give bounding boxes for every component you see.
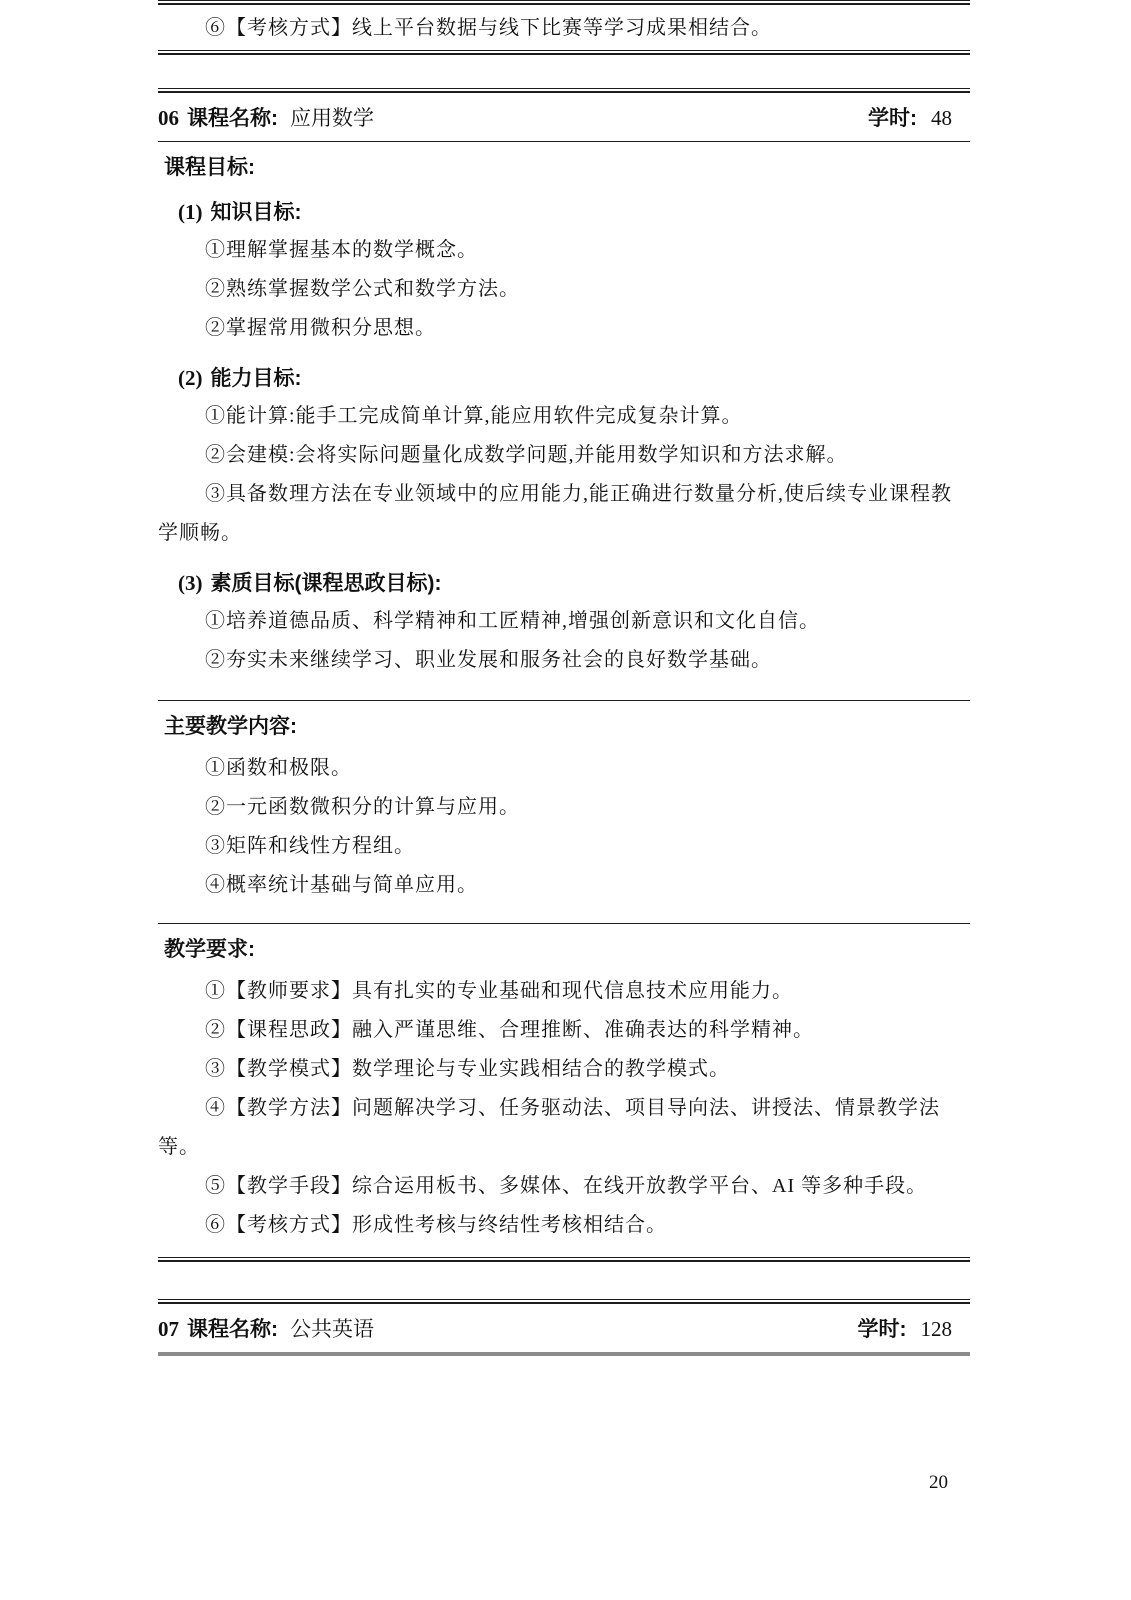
objective-item: ①培养道德品质、科学精神和工匠精神,增强创新意识和文化自信。 <box>205 610 820 632</box>
requirement-item: ④【教学方法】问题解决学习、任务驱动法、项目导向法、讲授法、情景教学法等。 <box>158 1097 940 1158</box>
objective-item: ②熟练掌握数学公式和数学方法。 <box>205 278 520 300</box>
course-name: 公共英语 <box>290 1318 374 1341</box>
page-content <box>158 0 970 1356</box>
requirement-item: ⑤【教学手段】综合运用板书、多媒体、在线开放教学平台、AI 等多种手段。 <box>205 1175 928 1197</box>
course-06-header-row <box>158 93 970 141</box>
group-number: (1) <box>178 200 203 224</box>
content-section-title: 主要教学内容: <box>164 715 297 738</box>
content-item: ③矩阵和线性方程组。 <box>205 835 415 857</box>
requirement-item: ③【教学模式】数学理论与专业实践相结合的教学模式。 <box>205 1058 730 1080</box>
objective-item: ③具备数理方法在专业领域中的应用能力,能正确进行数量分析,使后续专业课程教学顺畅。 <box>158 483 952 544</box>
content-item: ④概率统计基础与简单应用。 <box>205 874 478 896</box>
divider-thick-gray <box>158 1352 970 1356</box>
course-name: 应用数学 <box>290 107 374 130</box>
prev-course-assessment-item: ⑥【考核方式】线上平台数据与线下比赛等学习成果相结合。 <box>205 17 772 39</box>
objective-item: ②夯实未来继续学习、职业发展和服务社会的良好数学基础。 <box>205 649 772 671</box>
group-label: 知识目标: <box>210 201 302 224</box>
course-number: 07 <box>158 1317 179 1341</box>
content-item: ①函数和极限。 <box>205 757 352 779</box>
objective-group-3-heading <box>178 569 970 598</box>
group-label: 素质目标(课程思政目标): <box>210 572 442 595</box>
objective-item: ①理解掌握基本的数学概念。 <box>205 239 478 261</box>
hours-value: 128 <box>920 1317 952 1341</box>
hours-label: 学时: <box>868 107 917 130</box>
requirements-section-title: 教学要求: <box>164 938 255 961</box>
group-label: 能力目标: <box>210 367 302 390</box>
course-06-title <box>158 102 374 132</box>
objective-item: ②掌握常用微积分思想。 <box>205 317 436 339</box>
course-number: 06 <box>158 106 179 130</box>
objective-item: ②会建模:会将实际问题量化成数学问题,并能用数学知识和方法求解。 <box>205 444 848 466</box>
divider-single <box>158 141 970 142</box>
course-07-header-row <box>158 1304 970 1352</box>
content-item: ②一元函数微积分的计算与应用。 <box>205 796 520 818</box>
hours-label: 学时: <box>857 1318 907 1341</box>
course-07-hours <box>858 1313 971 1343</box>
objective-group-2-heading <box>178 364 970 393</box>
requirement-item: ⑥【考核方式】形成性考核与终结性考核相结合。 <box>205 1214 667 1236</box>
course-07-title <box>158 1313 374 1343</box>
objective-item: ①能计算:能手工完成简单计算,能应用软件完成复杂计算。 <box>205 405 743 427</box>
requirement-item: ①【教师要求】具有扎实的专业基础和现代信息技术应用能力。 <box>205 980 793 1002</box>
course-name-label: 课程名称: <box>187 107 278 130</box>
group-number: (2) <box>178 366 203 390</box>
objective-group-1-heading <box>178 198 970 227</box>
course-06-hours <box>868 102 970 132</box>
spacer <box>158 55 970 88</box>
course-name-label: 课程名称: <box>187 1318 278 1341</box>
objectives-section-title: 课程目标: <box>164 156 255 179</box>
spacer <box>158 1262 970 1299</box>
page-number: 20 <box>929 1472 948 1493</box>
hours-value: 48 <box>931 106 952 130</box>
requirement-item: ②【课程思政】融入严谨思维、合理推断、准确表达的科学精神。 <box>205 1019 814 1041</box>
divider-single <box>158 923 970 924</box>
group-number: (3) <box>178 571 203 595</box>
divider-single <box>158 700 970 701</box>
